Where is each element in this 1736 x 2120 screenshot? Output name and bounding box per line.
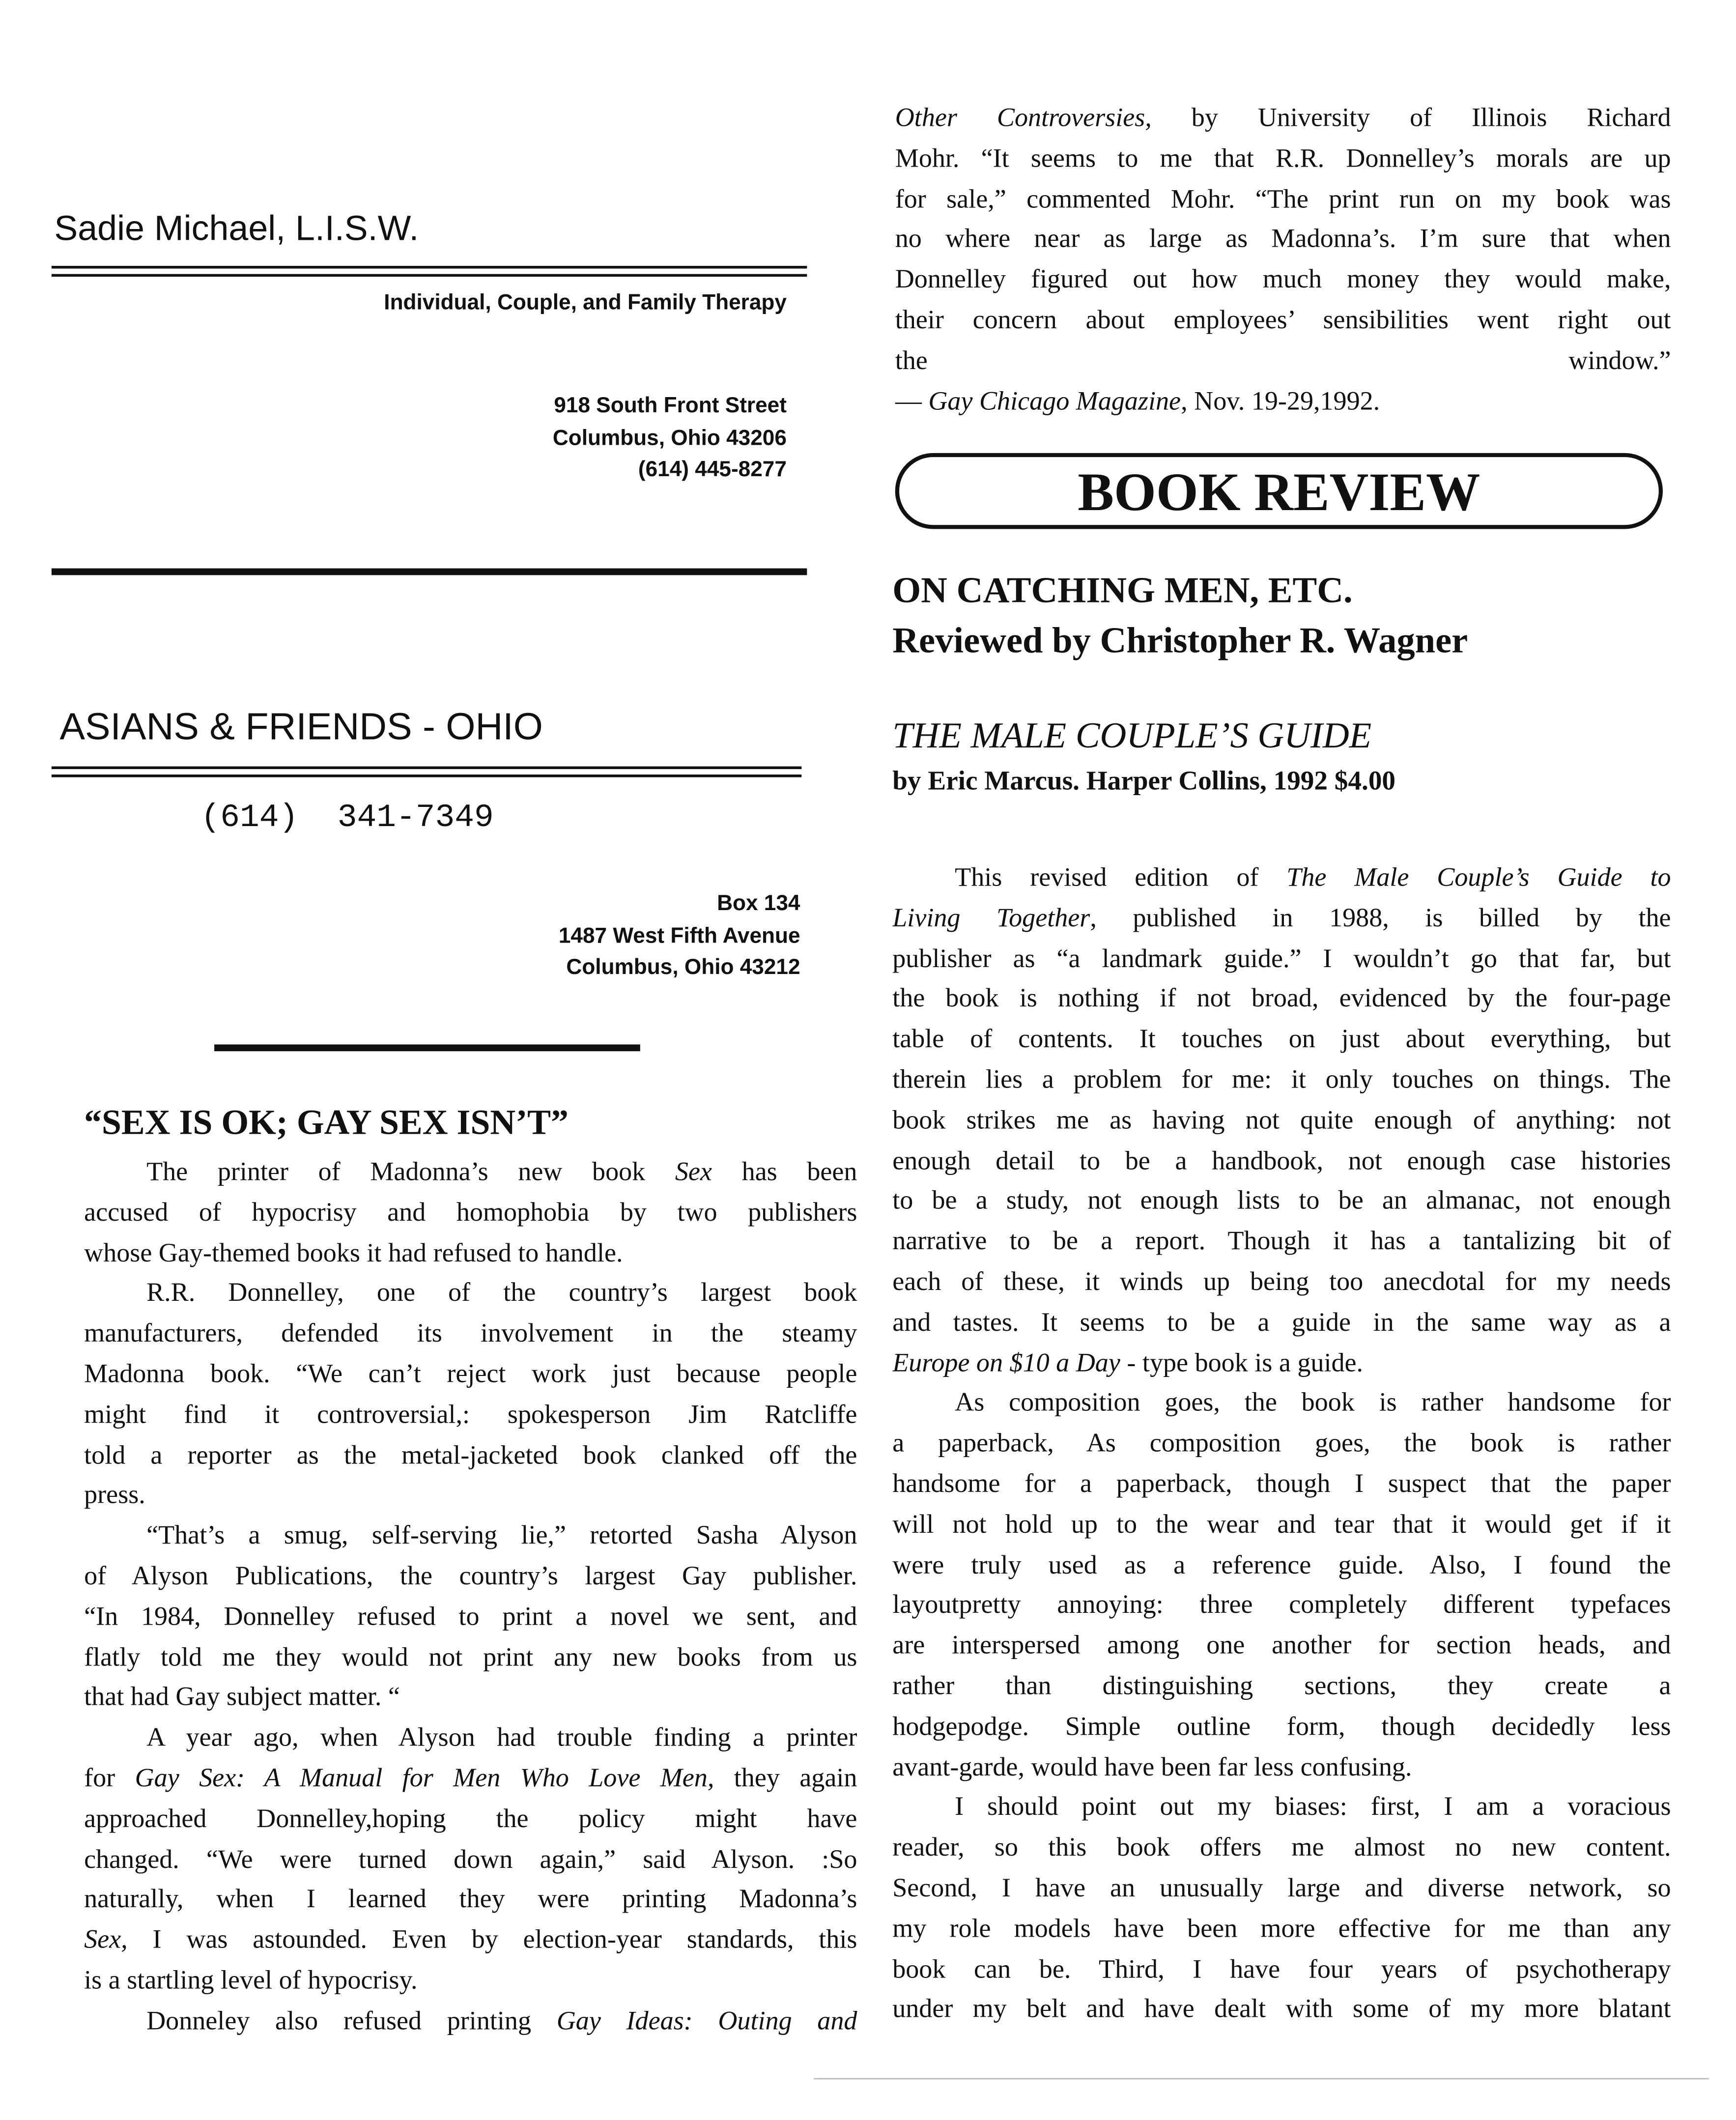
text-line: that had Gay subject matter. “ (84, 1684, 400, 1713)
paragraph (895, 382, 1671, 422)
article-headline: “SEX IS OK; GAY SEX ISN’T” (84, 1103, 569, 1143)
text-line: book strikes me as having not quite enough of anything: not (892, 1106, 1671, 1135)
text-line (895, 382, 1671, 422)
italic-title: Europe on $10 a Day (892, 1349, 1120, 1378)
text-line: their concern about employees’ sensibilities went right out (895, 306, 1671, 335)
text-line: for sale,” commented Mohr. “The print run on my book was (895, 185, 1671, 214)
text-line: and tastes. It seems to be a guide in the same way as a (892, 1308, 1671, 1337)
text-segment: I was astounded. Even by election-year standards, this (127, 1926, 857, 1955)
text-line (892, 899, 1671, 939)
paragraph (892, 1788, 1671, 2031)
double-rule-top (52, 266, 807, 268)
text-line: told a reporter as the metal-jacketed book clanked off the (84, 1441, 857, 1470)
text-line: is a startling level of hypocrisy. (84, 1967, 418, 1996)
text-line: Mohr. “It seems to me that R.R. Donnelley’s morals are up (895, 144, 1671, 173)
text-line (895, 99, 1671, 139)
book-info: by Eric Marcus. Harper Collins, 1992 $4.00 (892, 766, 1396, 797)
text-line: a paperback, As composition goes, the book is rather (892, 1430, 1671, 1459)
book-review-banner: BOOK REVIEW (895, 453, 1663, 529)
text-line: book can be. Third, I have four years of psychotherapy (892, 1955, 1671, 1984)
text-line: publisher as “a landmark guide.” I wouldn’t go that far, but (892, 945, 1671, 974)
paragraph (84, 2002, 857, 2042)
section-divider (52, 569, 807, 574)
paragraph (84, 1719, 857, 2002)
italic-title: Gay Sex: A Manual for Men Who Love Men, (135, 1764, 714, 1793)
text-line: under my belt and have dealt with some of my more blatant (892, 1996, 1671, 2025)
text-line: accused of hypocrisy and homophobia by two publishers (84, 1199, 857, 1228)
text-line: no where near as large as Madonna’s. I’m sure that when (895, 226, 1671, 255)
italic-title: Living Together (892, 904, 1090, 933)
text-line: As composition goes, the book is rather handsome for (955, 1389, 1671, 1418)
address-line: Columbus, Ohio 43212 (566, 956, 800, 979)
text-line: press. (84, 1482, 145, 1511)
ad-asians-friends-name: ASIANS & FRIENDS - OHIO (59, 705, 543, 747)
address-line: Columbus, Ohio 43206 (552, 427, 787, 450)
italic-title: Gay Chicago Magazine (928, 387, 1181, 416)
ad-tagline: Individual, Couple, and Family Therapy (384, 291, 787, 315)
text-line: Donnelley figured out how much money they would make, (895, 266, 1671, 295)
article-body (84, 1153, 857, 2042)
text-line: whose Gay-themed books it had refused to handle. (84, 1239, 623, 1268)
text-segment: they again (714, 1764, 857, 1793)
text-segment: , published in 1988, is billed by the (1090, 904, 1671, 933)
text-line (84, 2002, 857, 2042)
italic-title: Other Controversies, (895, 104, 1152, 133)
double-rule-top (52, 767, 801, 769)
text-line: each of these, it winds up being too anecdotal for my needs (892, 1268, 1671, 1297)
text-line: narrative to be a report. Though it has a tantalizing bit of (892, 1228, 1671, 1257)
text-line (84, 1153, 857, 1193)
text-line: R.R. Donnelley, one of the country’s largest book (146, 1279, 857, 1308)
text-segment: This revised edition of (955, 864, 1287, 893)
paragraph (84, 1517, 857, 1719)
address-line: 918 South Front Street (554, 395, 787, 418)
text-line: hodgepodge. Simple outline form, though decidedly less (892, 1713, 1671, 1742)
italic-title: Gay Ideas: Outing and (556, 2007, 857, 2036)
text-line (892, 859, 1671, 899)
text-line: naturally, when I learned they were printing Madonna’s (84, 1886, 857, 1915)
text-line: manufacturers, defended its involvement in the steamy (84, 1320, 857, 1349)
text-line: were truly used as a reference guide. Also, I found the (892, 1551, 1671, 1580)
text-line: reader, so this book offers me almost no new content. (892, 1834, 1671, 1863)
paragraph (84, 1153, 857, 1274)
page-edge-line (814, 2078, 1709, 2080)
book-title: THE MALE COUPLE’S GUIDE (892, 715, 1372, 756)
italic-title: The Male Couple’s Guide to (1286, 864, 1671, 893)
double-rule-bottom (52, 774, 801, 776)
paragraph (895, 99, 1671, 382)
paragraph (892, 859, 1671, 1384)
text-line: will not hold up to the wear and tear that it would get if it (892, 1511, 1671, 1540)
text-line: Second, I have an unusually large and diverse network, so (892, 1874, 1671, 1903)
review-body (892, 859, 1671, 2031)
text-line: the window.” (895, 347, 1671, 375)
text-segment: The printer of Madonna’s new book (146, 1158, 675, 1187)
text-segment: , Nov. 19-29,1992. (1181, 387, 1380, 416)
text-segment: — (895, 387, 929, 416)
text-line: changed. “We were turned down again,” said Alyson. :So (84, 1845, 857, 1874)
text-line: “That’s a smug, self-serving lie,” retorted Sasha Alyson (146, 1522, 857, 1551)
text-line: to be a study, not enough lists to be an almanac, not enough (892, 1187, 1671, 1216)
text-line: layoutpretty annoying: three completely different typefaces (892, 1591, 1671, 1620)
text-line: might find it controversial,: spokesperson Jim Ratcliffe (84, 1401, 857, 1430)
text-line: rather than distinguishing sections, they create a (892, 1672, 1671, 1701)
text-line: flatly told me they would not print any new books from us (84, 1643, 857, 1672)
review-title: ON CATCHING MEN, ETC. (892, 570, 1353, 611)
text-segment: by University of Illinois Richard (1151, 104, 1671, 133)
text-segment: for (84, 1764, 135, 1793)
address-line: Box 134 (717, 892, 800, 916)
text-line: table of contents. It touches on just about everything, but (892, 1026, 1671, 1055)
text-line (84, 1921, 857, 1961)
review-byline: Reviewed by Christopher R. Wagner (892, 620, 1468, 661)
paragraph (892, 1384, 1671, 1788)
text-line: enough detail to be a handbook, not enough case histories (892, 1146, 1671, 1175)
ad-sadie-michael-name: Sadie Michael, L.I.S.W. (54, 207, 419, 249)
short-divider (214, 1044, 640, 1050)
text-line: Madonna book. “We can’t reject work just because people (84, 1360, 857, 1389)
ad-address (136, 888, 800, 984)
phone-line: (614) 445-8277 (638, 458, 787, 482)
text-line: therein lies a problem for me: it only touches on things. The (892, 1066, 1671, 1095)
ad-phone: (614) 341-7349 (200, 800, 494, 837)
text-line (892, 1344, 1671, 1384)
text-segment: has been (711, 1158, 857, 1187)
text-line: of Alyson Publications, the country’s largest Gay publisher. (84, 1562, 857, 1591)
italic-title: Sex, (84, 1926, 128, 1955)
text-line: avant-garde, would have been far less confusing. (892, 1753, 1412, 1782)
text-segment: Donneley also refused printing (146, 2007, 557, 2036)
ad-address (136, 391, 787, 487)
text-line: handsome for a paperback, though I suspect that the paper (892, 1470, 1671, 1499)
italic-title: Sex (675, 1158, 712, 1187)
text-line: my role models have been more effective for me than any (892, 1915, 1671, 1944)
text-line: I should point out my biases: first, I am a voracious (955, 1793, 1671, 1822)
text-line: A year ago, when Alyson had trouble finding a printer (146, 1724, 857, 1753)
text-line: “In 1984, Donnelley refused to print a novel we sent, and (84, 1603, 857, 1632)
paragraph (84, 1274, 857, 1517)
text-line: are interspersed among one another for section heads, and (892, 1632, 1671, 1661)
text-segment: - type book is a guide. (1120, 1349, 1364, 1378)
article-continuation (895, 99, 1671, 422)
text-line: approached Donnelley,hoping the policy might have (84, 1805, 857, 1834)
address-line: 1487 West Fifth Avenue (558, 924, 800, 947)
text-line: the book is nothing if not broad, evidenced by the four-page (892, 985, 1671, 1014)
text-line (84, 1759, 857, 1800)
double-rule-bottom (52, 274, 807, 276)
